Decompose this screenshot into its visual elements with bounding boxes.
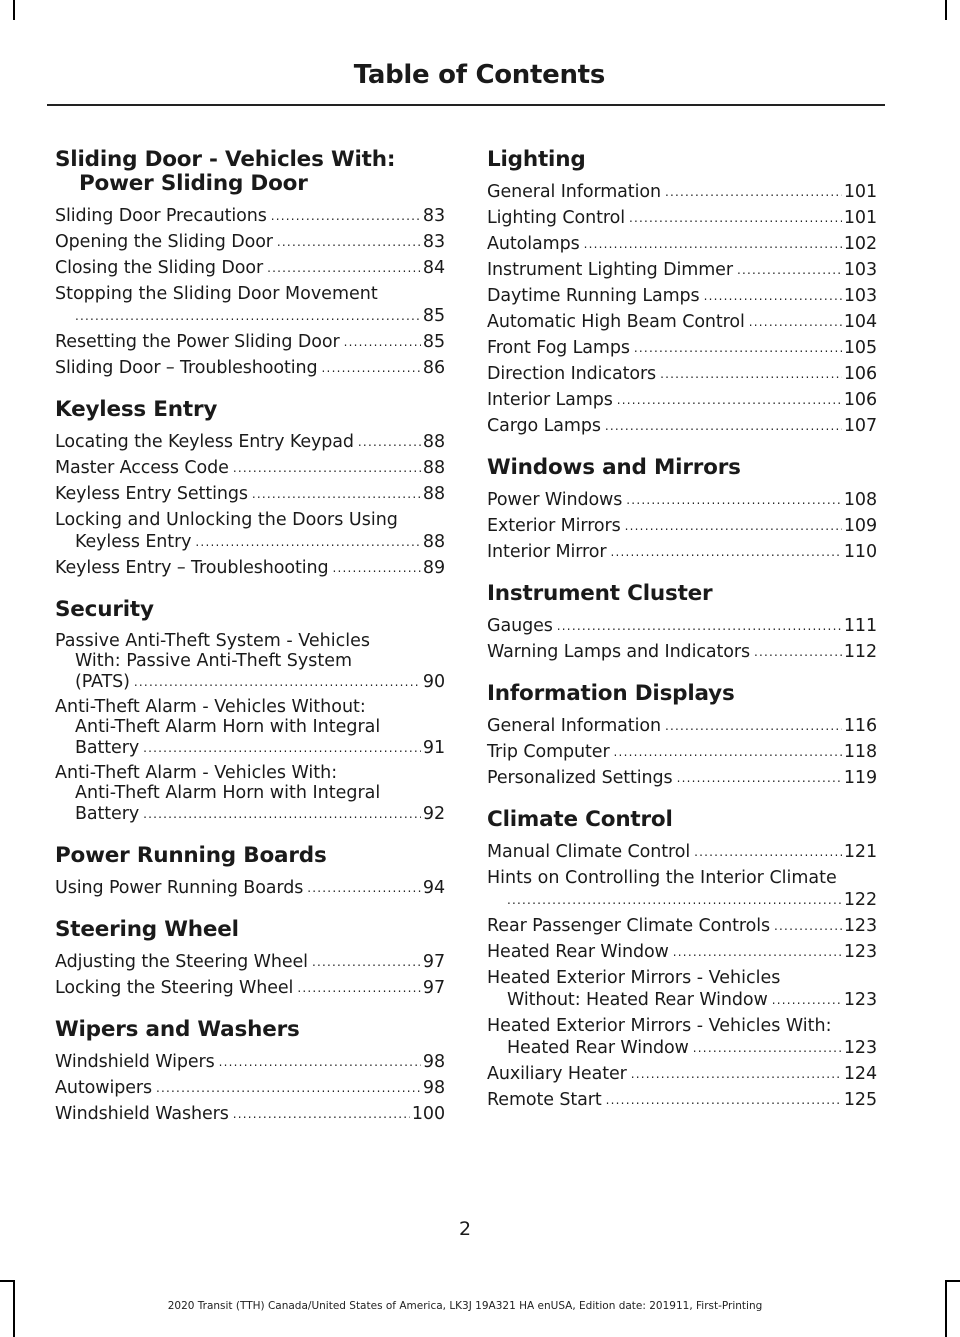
toc-entry[interactable] xyxy=(487,259,877,281)
toc-section-power-running-boards xyxy=(55,844,445,899)
toc-entry-label: Manual Climate Control xyxy=(487,842,691,862)
toc-entry[interactable] xyxy=(487,641,877,663)
toc-entry[interactable] xyxy=(55,431,445,453)
page-footer: 2020 Transit (TTH) Canada/United States of America, LK3J 19A321 HA enUSA, Edition date: 201911, First-Printing xyxy=(167,1300,763,1312)
toc-section-sliding-door xyxy=(55,148,445,379)
toc-entry[interactable] xyxy=(55,205,445,227)
toc-entry-label: Direction Indicators xyxy=(487,364,657,384)
toc-entry-label: Automatic High Beam Control xyxy=(487,312,745,332)
toc-entry-label: Locking and Unlocking the Doors Using xyxy=(55,510,398,530)
toc-entry-page: 110 xyxy=(843,542,877,562)
dot-leader xyxy=(610,546,841,558)
toc-entry-label: Autolamps xyxy=(487,234,580,254)
dot-leader xyxy=(737,264,842,276)
toc-entry-label: Lighting Control xyxy=(487,208,625,228)
dot-leader xyxy=(749,316,842,328)
toc-entry-label: Interior Mirror xyxy=(487,542,607,562)
section-heading-line: Sliding Door - Vehicles With: xyxy=(55,147,396,172)
toc-entry-page: 94 xyxy=(422,878,445,898)
dot-leader xyxy=(233,462,421,474)
toc-entry[interactable] xyxy=(487,1063,877,1085)
toc-entry-page: 101 xyxy=(843,208,877,228)
dot-leader xyxy=(557,620,842,632)
section-heading: Wipers and Washers xyxy=(55,1017,300,1042)
section-heading: Lighting xyxy=(487,147,586,172)
dot-leader xyxy=(677,772,842,784)
toc-entry-page: 105 xyxy=(843,338,877,358)
crop-mark xyxy=(945,1280,960,1282)
crop-mark xyxy=(945,1280,947,1337)
toc-entry-label: Interior Lamps xyxy=(487,390,613,410)
section-heading: Windows and Mirrors xyxy=(487,455,741,480)
toc-entry[interactable] xyxy=(55,557,445,579)
toc-section-wipers-and-washers xyxy=(55,1018,445,1125)
section-heading: Climate Control xyxy=(487,807,673,832)
toc-entry[interactable] xyxy=(55,509,445,553)
toc-entry-label: Trip Computer xyxy=(487,742,610,762)
toc-entry[interactable] xyxy=(487,515,877,537)
toc-entry-page: 116 xyxy=(843,716,877,736)
toc-entry[interactable] xyxy=(55,631,445,693)
toc-entry[interactable] xyxy=(55,763,445,825)
dot-leader xyxy=(660,368,842,380)
toc-entry-label: Windshield Wipers xyxy=(55,1052,215,1072)
toc-section-information-displays xyxy=(487,682,877,789)
toc-entry-label: Anti-Theft Alarm Horn with Integral xyxy=(75,717,381,737)
toc-entry-page: 97 xyxy=(422,952,445,972)
dot-leader xyxy=(358,436,421,448)
toc-entry-label: Heated Rear Window xyxy=(507,1038,689,1058)
dot-leader xyxy=(631,1068,842,1080)
dot-leader xyxy=(307,882,421,894)
toc-entry-label: Using Power Running Boards xyxy=(55,878,304,898)
toc-section-steering-wheel xyxy=(55,918,445,999)
dot-leader xyxy=(143,742,421,754)
dot-leader xyxy=(134,676,421,688)
toc-entry-page: 125 xyxy=(843,1090,877,1110)
page-title: Table of Contents xyxy=(353,60,605,90)
toc-entry[interactable] xyxy=(55,331,445,353)
toc-entry-label: Gauges xyxy=(487,616,553,636)
toc-entry-label: Closing the Sliding Door xyxy=(55,258,264,278)
toc-entry-label: Keyless Entry Settings xyxy=(55,484,248,504)
dot-leader xyxy=(634,342,842,354)
toc-section-climate-control xyxy=(487,808,877,1111)
toc-entry-page: 107 xyxy=(843,416,877,436)
toc-entry-page: 98 xyxy=(422,1078,445,1098)
crop-mark xyxy=(13,0,15,20)
toc-entry-page: 108 xyxy=(843,490,877,510)
toc-entry-label: Opening the Sliding Door xyxy=(55,232,273,252)
toc-entry-label: Autowipers xyxy=(55,1078,152,1098)
dot-leader xyxy=(143,808,421,820)
toc-entry[interactable] xyxy=(487,967,877,1011)
dot-leader xyxy=(606,1094,842,1106)
dot-leader xyxy=(665,720,842,732)
toc-entry-label: Heated Rear Window xyxy=(487,942,669,962)
toc-entry[interactable] xyxy=(487,285,877,307)
toc-entry-page: 84 xyxy=(422,258,445,278)
toc-entry-page: 86 xyxy=(422,358,445,378)
toc-entry-page: 112 xyxy=(843,642,877,662)
toc-entry[interactable] xyxy=(487,363,877,385)
toc-entry-page: 103 xyxy=(843,260,877,280)
toc-section-keyless-entry xyxy=(55,398,445,579)
toc-section-windows-and-mirrors xyxy=(487,456,877,563)
dot-leader xyxy=(233,1108,410,1120)
toc-entry-page: 106 xyxy=(843,364,877,384)
toc-entry-page: 102 xyxy=(843,234,877,254)
toc-entry-label: General Information xyxy=(487,716,661,736)
toc-entry-page: 119 xyxy=(843,768,877,788)
toc-entry-label: Windshield Washers xyxy=(55,1104,229,1124)
dot-leader xyxy=(704,290,842,302)
section-heading: Keyless Entry xyxy=(55,397,218,422)
toc-entry-label: Heated Exterior Mirrors - Vehicles With: xyxy=(487,1016,832,1036)
dot-leader xyxy=(333,562,421,574)
toc-entry[interactable] xyxy=(487,841,877,863)
toc-entry[interactable] xyxy=(55,283,445,327)
dot-leader xyxy=(312,956,421,968)
dot-leader xyxy=(507,894,842,906)
toc-entry[interactable] xyxy=(55,257,445,279)
dot-leader xyxy=(297,982,421,994)
toc-entry-label: Personalized Settings xyxy=(487,768,673,788)
toc-entry-page: 98 xyxy=(422,1052,445,1072)
section-heading: Power Running Boards xyxy=(55,843,327,868)
toc-entry-label: Battery xyxy=(75,804,140,824)
toc-entry-page: 88 xyxy=(422,458,445,478)
toc-entry-label: Locating the Keyless Entry Keypad xyxy=(55,432,354,452)
toc-entry-page: 123 xyxy=(843,916,877,936)
toc-entry-page: 118 xyxy=(843,742,877,762)
dot-leader xyxy=(693,1042,842,1054)
toc-entry-page: 101 xyxy=(843,182,877,202)
toc-entry[interactable] xyxy=(487,767,877,789)
dot-leader xyxy=(267,262,421,274)
toc-entry[interactable] xyxy=(55,877,445,899)
toc-entry-label: Instrument Lighting Dimmer xyxy=(487,260,733,280)
toc-entry-page: 97 xyxy=(422,978,445,998)
toc-entry-label: Anti-Theft Alarm Horn with Integral xyxy=(75,783,381,803)
toc-entry-page: 123 xyxy=(843,1038,877,1058)
crop-mark xyxy=(945,0,947,20)
toc-section-lighting xyxy=(487,148,877,437)
toc-entry-label: Anti-Theft Alarm - Vehicles Without: xyxy=(55,697,366,717)
toc-entry-label: Anti-Theft Alarm - Vehicles With: xyxy=(55,763,338,783)
toc-entry[interactable] xyxy=(487,181,877,203)
toc-entry-label: (PATS) xyxy=(75,672,130,692)
toc-entry-page: 92 xyxy=(422,804,445,824)
toc-entry-page: 88 xyxy=(422,532,445,552)
dot-leader xyxy=(271,210,421,222)
toc-entry-label: Sliding Door Precautions xyxy=(55,206,267,226)
toc-entry[interactable] xyxy=(487,715,877,737)
toc-entry[interactable] xyxy=(487,311,877,333)
toc-entry[interactable] xyxy=(487,915,877,937)
dot-leader xyxy=(772,994,842,1006)
dot-leader xyxy=(694,846,842,858)
toc-entry[interactable] xyxy=(487,1089,877,1111)
dot-leader xyxy=(252,488,421,500)
toc-entry-page: 121 xyxy=(843,842,877,862)
toc-entry-label: Locking the Steering Wheel xyxy=(55,978,294,998)
section-heading-line: Power Sliding Door xyxy=(79,171,308,196)
dot-leader xyxy=(156,1082,421,1094)
toc-entry-page: 88 xyxy=(422,432,445,452)
toc-entry[interactable] xyxy=(55,697,445,759)
dot-leader xyxy=(629,212,842,224)
toc-entry-label: Keyless Entry xyxy=(75,532,192,552)
dot-leader xyxy=(614,746,842,758)
toc-entry[interactable] xyxy=(55,951,445,973)
toc-entry-page: 106 xyxy=(843,390,877,410)
toc-entry-page: 122 xyxy=(843,890,877,910)
toc-entry-page: 85 xyxy=(422,332,445,352)
toc-entry-page: 123 xyxy=(843,990,877,1010)
toc-entry-page: 104 xyxy=(843,312,877,332)
toc-entry-page: 83 xyxy=(422,206,445,226)
crop-mark xyxy=(0,1280,15,1282)
dot-leader xyxy=(344,336,421,348)
toc-entry-page: 89 xyxy=(422,558,445,578)
page-number: 2 xyxy=(458,1218,472,1240)
dot-leader xyxy=(754,646,842,658)
toc-section-instrument-cluster xyxy=(487,582,877,663)
toc-entry-label: Sliding Door – Troubleshooting xyxy=(55,358,318,378)
toc-entry-label: Front Fog Lamps xyxy=(487,338,630,358)
toc-entry-page: 90 xyxy=(422,672,445,692)
toc-section-security xyxy=(55,598,445,825)
toc-entry[interactable] xyxy=(487,415,877,437)
toc-entry[interactable] xyxy=(55,1077,445,1099)
toc-entry[interactable] xyxy=(55,1051,445,1073)
toc-entry-label: Resetting the Power Sliding Door xyxy=(55,332,340,352)
toc-entry[interactable] xyxy=(487,389,877,411)
dot-leader xyxy=(625,520,842,532)
toc-entry[interactable] xyxy=(487,867,877,911)
toc-entry-page: 123 xyxy=(843,942,877,962)
section-heading: Instrument Cluster xyxy=(487,581,713,606)
toc-entry-page: 109 xyxy=(843,516,877,536)
section-heading xyxy=(55,148,445,196)
dot-leader xyxy=(605,420,842,432)
toc-entry[interactable] xyxy=(487,207,877,229)
toc-entry-label: Adjusting the Steering Wheel xyxy=(55,952,308,972)
toc-entry-label: Passive Anti-Theft System - Vehicles xyxy=(55,631,370,651)
toc-entry-label: Warning Lamps and Indicators xyxy=(487,642,750,662)
toc-entry-label: Exterior Mirrors xyxy=(487,516,621,536)
section-heading: Information Displays xyxy=(487,681,735,706)
toc-entry-label: Battery xyxy=(75,738,140,758)
dot-leader xyxy=(277,236,421,248)
toc-entry[interactable] xyxy=(55,357,445,379)
toc-entry-page: 85 xyxy=(422,306,445,326)
toc-entry-label: Remote Start xyxy=(487,1090,602,1110)
toc-entry[interactable] xyxy=(55,231,445,253)
header-divider xyxy=(47,104,885,106)
section-heading: Security xyxy=(55,597,154,622)
dot-leader xyxy=(75,310,421,322)
toc-entry-label: Cargo Lamps xyxy=(487,416,601,436)
toc-entry-label: With: Passive Anti-Theft System xyxy=(75,651,353,671)
toc-entry-label: Daytime Running Lamps xyxy=(487,286,700,306)
toc-entry[interactable] xyxy=(487,489,877,511)
toc-entry[interactable] xyxy=(55,457,445,479)
dot-leader xyxy=(195,536,421,548)
toc-entry-label: General Information xyxy=(487,182,661,202)
toc-entry[interactable] xyxy=(55,483,445,505)
toc-entry-page: 83 xyxy=(422,232,445,252)
dot-leader xyxy=(617,394,842,406)
toc-entry-page: 88 xyxy=(422,484,445,504)
toc-right-column xyxy=(487,148,877,1130)
toc-entry[interactable] xyxy=(55,977,445,999)
toc-entry-label: Master Access Code xyxy=(55,458,229,478)
toc-entry[interactable] xyxy=(487,337,877,359)
dot-leader xyxy=(665,186,842,198)
toc-entry-label: Without: Heated Rear Window xyxy=(507,990,768,1010)
toc-entry-label: Heated Exterior Mirrors - Vehicles xyxy=(487,968,781,988)
toc-entry-page: 103 xyxy=(843,286,877,306)
toc-entry[interactable] xyxy=(55,1103,445,1125)
toc-entry[interactable] xyxy=(487,541,877,563)
dot-leader xyxy=(322,362,421,374)
toc-entry-page: 111 xyxy=(843,616,877,636)
toc-entry-label: Stopping the Sliding Door Movement xyxy=(55,284,378,304)
dot-leader xyxy=(673,946,842,958)
toc-entry-page: 124 xyxy=(843,1064,877,1084)
toc-entry[interactable] xyxy=(487,741,877,763)
dot-leader xyxy=(219,1056,421,1068)
dot-leader xyxy=(626,494,842,506)
section-heading: Steering Wheel xyxy=(55,917,239,942)
dot-leader xyxy=(774,920,842,932)
toc-entry[interactable] xyxy=(487,233,877,255)
toc-entry[interactable] xyxy=(487,1015,877,1059)
toc-entry-label: Power Windows xyxy=(487,490,623,510)
toc-entry-label: Auxiliary Heater xyxy=(487,1064,627,1084)
dot-leader xyxy=(584,238,842,250)
toc-left-column xyxy=(55,148,445,1144)
toc-entry[interactable] xyxy=(487,941,877,963)
toc-entry-label: Keyless Entry – Troubleshooting xyxy=(55,558,329,578)
toc-entry-page: 100 xyxy=(411,1104,445,1124)
toc-entry[interactable] xyxy=(487,615,877,637)
toc-entry-label: Hints on Controlling the Interior Climate xyxy=(487,868,837,888)
toc-entry-label: Rear Passenger Climate Controls xyxy=(487,916,771,936)
toc-entry-page: 91 xyxy=(422,738,445,758)
